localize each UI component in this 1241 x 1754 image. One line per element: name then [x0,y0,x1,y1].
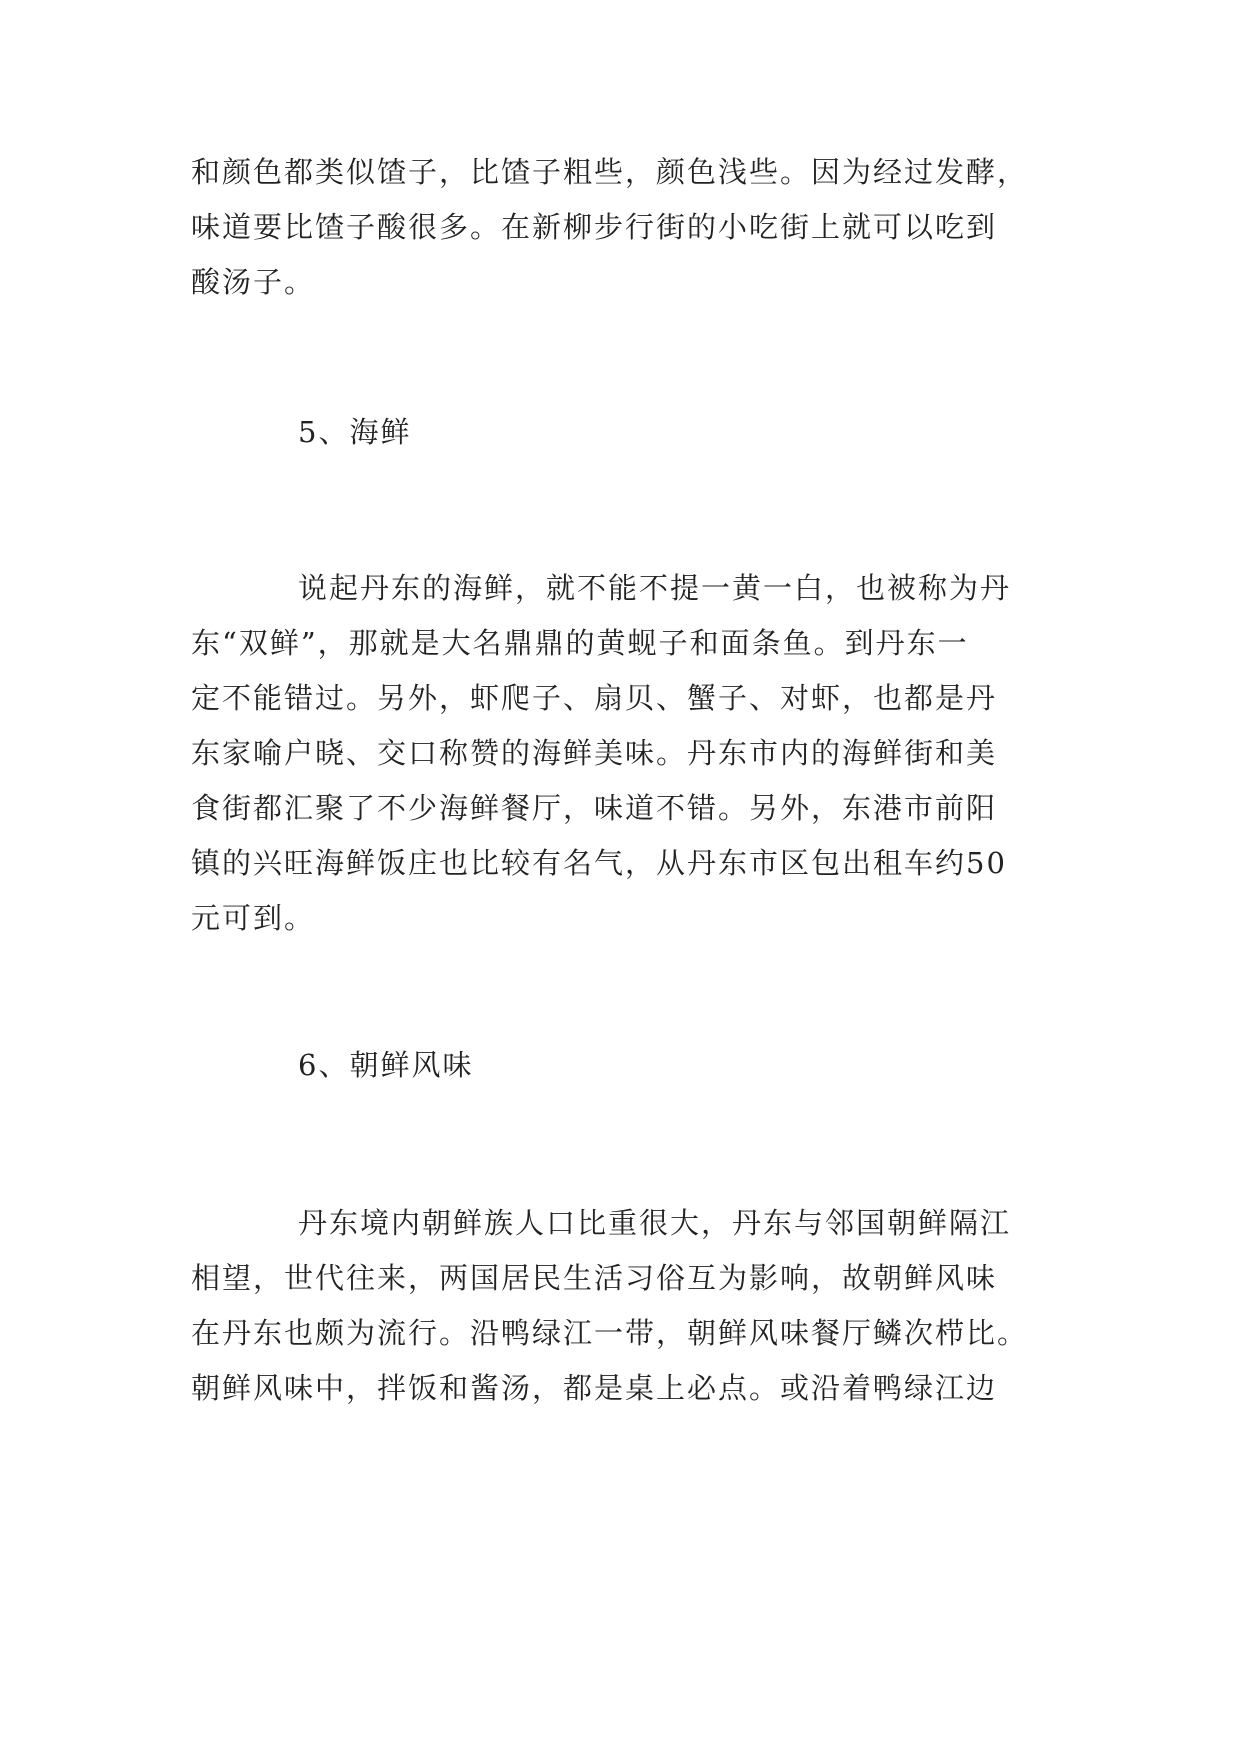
text-line: 元可到。 [191,901,316,935]
text-line: 和颜色都类似馇子，比馇子粗些，颜色浅些。因为经过发酵， [191,155,1029,189]
text-line: 镇的兴旺海鲜饭庄也比较有名气，从丹东市区包出租车约50 [191,846,1007,880]
text-line: 味道要比馇子酸很多。在新柳步行街的小吃街上就可以吃到 [191,210,998,244]
text-line: 朝鲜风味中，拌饭和酱汤，都是桌上必点。或沿着鸭绿江边 [191,1371,998,1405]
text-line: 定不能错过。另外，虾爬子、扇贝、蟹子、对虾，也都是丹 [191,681,998,715]
text-line: 丹东境内朝鲜族人口比重很大，丹东与邻国朝鲜隔江 [298,1206,1012,1240]
text-line: 东家喻户晓、交口称赞的海鲜美味。丹东市内的海鲜街和美 [191,736,998,770]
text-line: 在丹东也颇为流行。沿鸭绿江一带，朝鲜风味餐厅鳞次栉比。 [191,1316,1029,1350]
text-line: 食街都汇聚了不少海鲜餐厅，味道不错。另外，东港市前阳 [191,791,998,825]
section-heading-seafood: 5、海鲜 [298,415,412,449]
text-line: 酸汤子。 [191,265,316,299]
text-line: 东“双鲜”，那就是大名鼎鼎的黄蚬子和面条鱼。到丹东一 [191,626,969,660]
text-line: 说起丹东的海鲜，就不能不提一黄一白，也被称为丹 [298,571,1012,605]
section-heading-korean: 6、朝鲜风味 [298,1048,474,1082]
text-line: 相望，世代往来，两国居民生活习俗互为影响，故朝鲜风味 [191,1261,998,1295]
